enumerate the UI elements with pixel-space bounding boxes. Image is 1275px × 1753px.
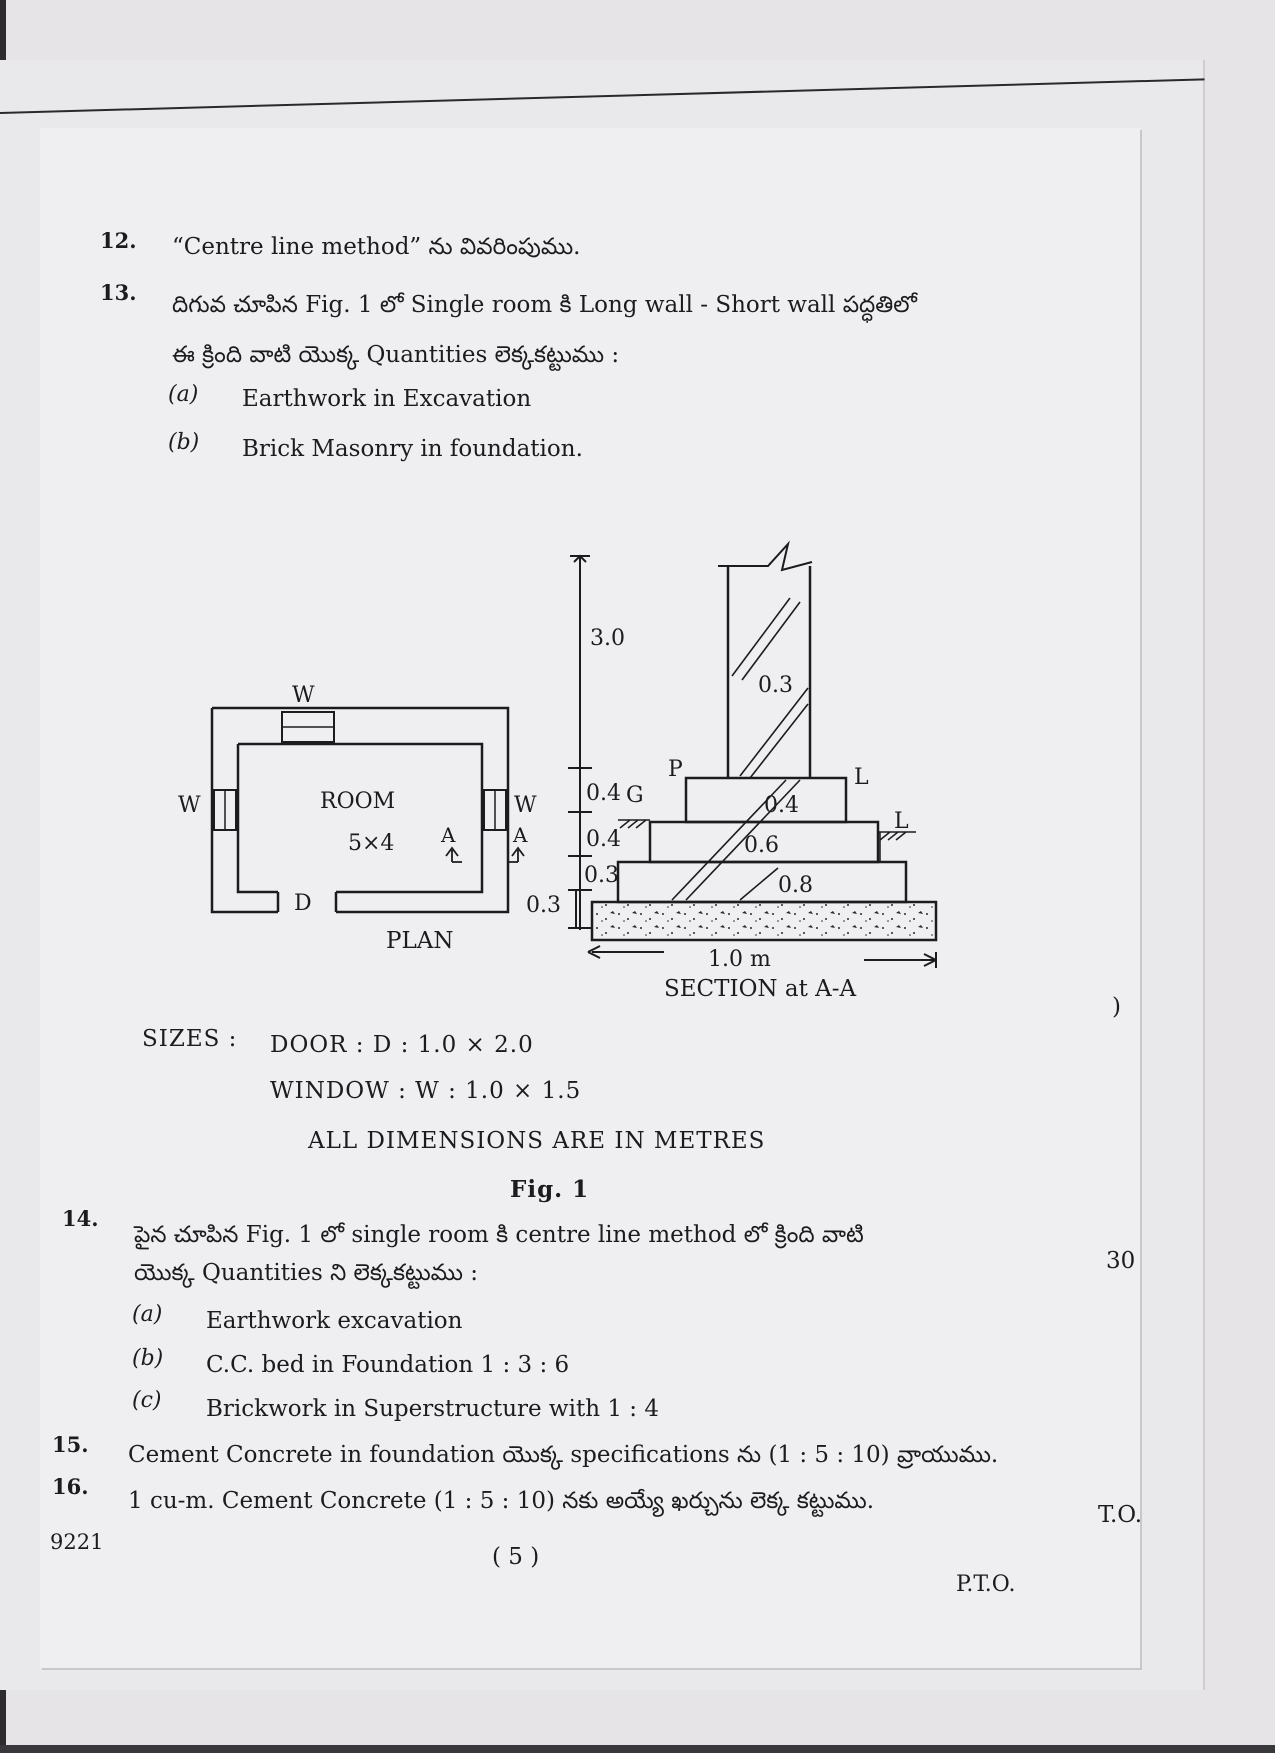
q16-number: 16. xyxy=(52,1474,89,1499)
q14-item-b-label: (b) xyxy=(132,1346,164,1371)
section-title: SECTION at A-A xyxy=(664,976,857,1002)
label-p: P xyxy=(668,757,683,782)
q14-item-c-label: (c) xyxy=(132,1388,162,1413)
dimensions-note: ALL DIMENSIONS ARE IN METRES xyxy=(308,1128,766,1154)
page-number: ( 5 ) xyxy=(492,1544,540,1570)
door-size: DOOR : D : 1.0 × 2.0 xyxy=(270,1032,534,1058)
q13-number: 13. xyxy=(100,280,137,305)
back-paren-fragment: ) xyxy=(1112,994,1121,1020)
q13-item-b-text: Brick Masonry in foundation. xyxy=(242,436,583,462)
figure-caption: Fig. 1 xyxy=(510,1176,590,1203)
label-l1: L xyxy=(854,765,869,790)
dimension-base-left xyxy=(588,946,664,958)
q13-item-a-label: (a) xyxy=(168,382,199,407)
plan-outer-wall-left xyxy=(212,708,278,912)
q14-marks: 30 xyxy=(1106,1248,1136,1274)
dim-step3-height: 0.3 xyxy=(584,863,619,888)
paper-code: 9221 xyxy=(50,1530,104,1554)
dim-plinth-height: 0.4 xyxy=(586,781,621,806)
q13-line1: దిగువ చూపిన Fig. 1 లో Single room కి Long wall - Short wall పద్ధతిలో xyxy=(172,292,917,318)
q14-item-a-text: Earthwork excavation xyxy=(206,1308,463,1334)
q14-number: 14. xyxy=(62,1206,99,1231)
plan-room-label: ROOM xyxy=(320,789,396,814)
dim-bed-height: 0.3 xyxy=(526,893,561,918)
label-l2: L xyxy=(894,809,909,834)
plan-inner-wall-left xyxy=(238,744,278,892)
pto-label: P.T.O. xyxy=(956,1572,1016,1597)
section-wall-break xyxy=(718,544,812,570)
plan-label-window-top: W xyxy=(292,683,315,708)
q13-line2: ఈ క్రింది వాటి యొక్క Quantities లెక్కకట్టుము : xyxy=(172,342,620,368)
section-arrow-right xyxy=(508,848,524,862)
plan-room-size: 5×4 xyxy=(348,831,395,856)
q14-item-b-text: C.C. bed in Foundation 1 : 3 : 6 xyxy=(206,1352,570,1378)
q13-item-b-label: (b) xyxy=(168,430,200,455)
concrete-texture xyxy=(593,903,935,939)
plan-section-mark-left: A xyxy=(441,823,456,847)
dim-base-width: 1.0 m xyxy=(708,947,771,972)
section-arrow-left xyxy=(446,848,462,862)
q15-text: Cement Concrete in foundation యొక్క specifications ను (1 : 5 : 10) వ్రాయుము. xyxy=(128,1442,999,1468)
plan-label-window-left: W xyxy=(178,793,201,818)
plan-door-label: D xyxy=(294,891,312,916)
plan-section-mark-right: A xyxy=(513,823,528,847)
q14-line1: పైన చూపిన Fig. 1 లో single room కి centre line method లో క్రింది వాటి xyxy=(134,1222,864,1248)
dim-wall-thickness: 0.3 xyxy=(758,673,793,698)
section-wall xyxy=(728,566,810,778)
dim-step3-width: 0.8 xyxy=(778,873,813,898)
q14-line2: యొక్క Quantities ని లెక్కకట్టుము : xyxy=(134,1260,479,1286)
q13-item-a-text: Earthwork in Excavation xyxy=(242,386,532,412)
dim-step2-height: 0.4 xyxy=(586,827,621,852)
dimension-base-right xyxy=(864,952,936,968)
dim-step2-width: 0.6 xyxy=(744,833,779,858)
q12-number: 12. xyxy=(100,228,137,253)
q16-text: 1 cu-m. Cement Concrete (1 : 5 : 10) నకు అయ్యే ఖర్చును లెక్క కట్టుము. xyxy=(128,1488,875,1514)
q15-number: 15. xyxy=(52,1432,89,1457)
back-pto-fragment: T.O. xyxy=(1098,1502,1143,1528)
dim-step1-width: 0.4 xyxy=(764,793,799,818)
plan-label-window-right: W xyxy=(514,793,537,818)
q14-item-c-text: Brickwork in Superstructure with 1 : 4 xyxy=(206,1396,659,1422)
q12-text: “Centre line method” ను వివరింపుము. xyxy=(172,234,581,260)
label-g: G xyxy=(626,783,644,808)
ground-hatch-left xyxy=(618,820,650,828)
plan-title: PLAN xyxy=(386,928,454,954)
window-size: WINDOW : W : 1.0 × 1.5 xyxy=(270,1078,582,1104)
dim-wall-height: 3.0 xyxy=(590,626,625,651)
q14-item-a-label: (a) xyxy=(132,1302,163,1327)
plan-inner-wall xyxy=(238,744,482,892)
sizes-label: SIZES : xyxy=(142,1026,238,1052)
